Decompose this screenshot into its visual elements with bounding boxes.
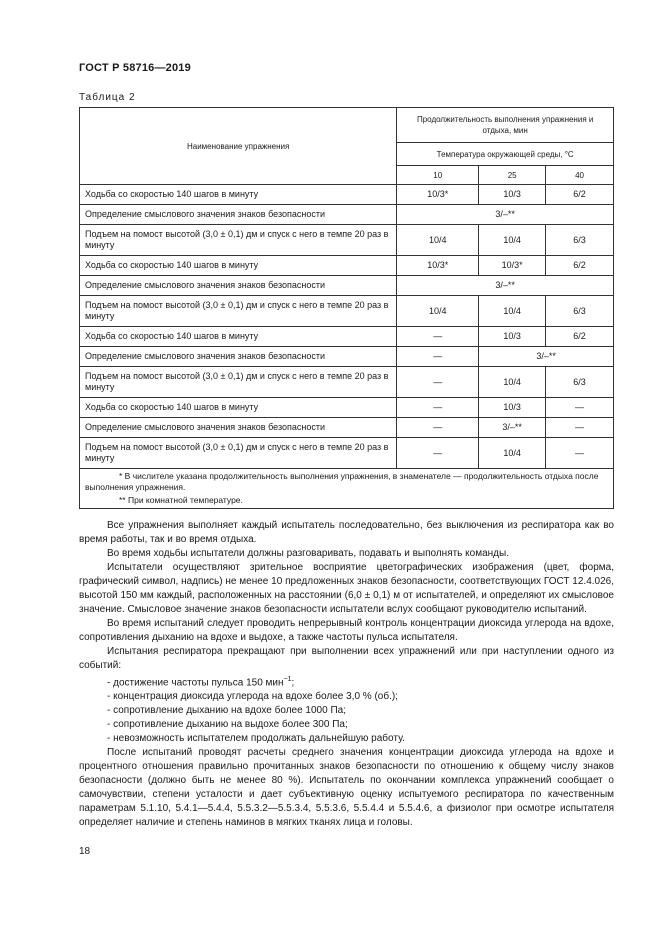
value-cell: 6/3 bbox=[546, 367, 614, 398]
table-notes-row bbox=[80, 469, 614, 509]
paragraph: Испытатели осуществляют зрительное восприятие цветографических изображения (цвет, форма, графический символ, надпись) не менее 10 предложенных знаков безопасности, соответствующих ГОСТ 12.4.026, высотой 150 мм каждый, расположенных на расстоянии (6,0 ± 0,1) м от испытателей, и определяют их смысловое значение. Смысловое значение знаков безопасности испытатели вслух сообщают руководителю испытаний. bbox=[79, 562, 614, 615]
exercise-name: Ходьба со скоростью 140 шагов в минуту bbox=[80, 398, 397, 418]
value-cell: — bbox=[397, 367, 479, 398]
footnote-1: * В числителе указана продолжительность выполнения упражнения, в знаменателе — продолжительность отдыха после выполнения упражнения. bbox=[85, 471, 599, 492]
value-cell: 10/3 bbox=[479, 327, 546, 347]
document-header: ГОСТ Р 58716—2019 bbox=[79, 62, 191, 74]
exercise-name: Ходьба со скоростью 140 шагов в минуту bbox=[80, 256, 397, 276]
value-cell: 10/4 bbox=[479, 438, 546, 469]
paragraph: Во время ходьбы испытатели должны разговаривать, подавать и выполнять команды. bbox=[107, 548, 509, 559]
paragraph: Испытания респиратора прекращают при выполнении всех упражнений или при наступлении одного из событий: bbox=[79, 646, 614, 671]
value-cell: 10/4 bbox=[479, 225, 546, 256]
value-cell: — bbox=[397, 418, 479, 438]
exercise-name: Определение смыслового значения знаков безопасности bbox=[80, 418, 397, 438]
temp-10-header: 10 bbox=[397, 166, 479, 185]
table-row bbox=[80, 418, 614, 438]
list-item: - невозможность испытателем продолжать дальнейшую работу. bbox=[107, 733, 405, 745]
value-cell: 10/3 bbox=[479, 185, 546, 205]
temp-40-header: 40 bbox=[546, 166, 614, 185]
value-cell: — bbox=[546, 418, 614, 438]
value-cell: — bbox=[397, 438, 479, 469]
value-cell: 10/4 bbox=[397, 296, 479, 327]
value-cell: — bbox=[397, 327, 479, 347]
table-row bbox=[80, 398, 614, 418]
value-cell: 3/–** bbox=[397, 276, 614, 296]
list-item: - сопротивление дыханию на выдохе более 300 Па; bbox=[107, 719, 348, 731]
exercise-name: Подъем на помост высотой (3,0 ± 0,1) дм и спуск с него в темпе 20 раз в минуту bbox=[80, 296, 397, 327]
table-row bbox=[80, 205, 614, 225]
value-cell: — bbox=[397, 347, 479, 367]
value-cell: 6/2 bbox=[546, 327, 614, 347]
value-cell: 6/2 bbox=[546, 256, 614, 276]
superscript: −1 bbox=[283, 676, 292, 683]
page-number: 18 bbox=[79, 846, 91, 857]
value-cell: — bbox=[546, 438, 614, 469]
value-cell: 10/3* bbox=[479, 256, 546, 276]
value-cell: 3/–** bbox=[397, 205, 614, 225]
value-cell: 6/3 bbox=[546, 296, 614, 327]
list-item-text: - достижение частоты пульса 150 мин bbox=[107, 677, 284, 689]
exercise-name: Определение смыслового значения знаков безопасности bbox=[80, 347, 397, 367]
value-cell: 10/3* bbox=[397, 185, 479, 205]
paragraph: Все упражнения выполняет каждый испытатель последовательно, без выключения из респиратора как во время работы, так и во время отдыха. bbox=[79, 520, 614, 545]
exercise-name: Определение смыслового значения знаков безопасности bbox=[80, 205, 397, 225]
table-row bbox=[80, 256, 614, 276]
value-cell: 10/4 bbox=[397, 225, 479, 256]
exercise-name: Определение смыслового значения знаков безопасности bbox=[80, 276, 397, 296]
table-row bbox=[80, 185, 614, 205]
table-row bbox=[80, 276, 614, 296]
table-row bbox=[80, 347, 614, 367]
table-row bbox=[80, 438, 614, 469]
value-cell: — bbox=[546, 398, 614, 418]
list-item: - концентрация диоксида углерода на вдохе более 3,0 % (об.); bbox=[107, 691, 398, 703]
paragraph: После испытаний проводят расчеты среднего значения концентрации диоксида углерода на вдохе и процентного отношения правильно прочитанных знаков безопасности по отношению к общему числу знаков безопасности (должно быть не менее 80 %). Испытатель по окончании комплекса упражнений сообщает о самочувствии, степени усталости и дает субъективную оценку испытуемого респиратора по качественным параметрам 5.1.10, 5.4.1—5.4.4, 5.5.3.2—5.5.3.4, 5.5.3.6, 5.5.4.4 и 5.5.4.6, а физиолог при осмотре испытателя определяет наличие и степень наминов в мягких тканях лица и головы. bbox=[79, 747, 614, 829]
table-notes bbox=[80, 469, 614, 509]
table-row bbox=[80, 296, 614, 327]
exercise-name: Подъем на помост высотой (3,0 ± 0,1) дм и спуск с него в темпе 20 раз в минуту bbox=[80, 367, 397, 398]
exercise-name: Ходьба со скоростью 140 шагов в минуту bbox=[80, 327, 397, 347]
exercise-name: Подъем на помост высотой (3,0 ± 0,1) дм и спуск с него в темпе 20 раз в минуту bbox=[80, 438, 397, 469]
value-cell: 3/–** bbox=[479, 418, 546, 438]
footnote-2: ** При комнатной температуре. bbox=[119, 495, 243, 505]
table-row bbox=[80, 225, 614, 256]
table-row bbox=[80, 327, 614, 347]
list-item bbox=[79, 673, 614, 690]
duration-column-header: Продолжительность выполнения упражнения и отдыха, мин bbox=[397, 108, 614, 143]
temperature-header: Температура окружающей среды, °С bbox=[397, 143, 614, 166]
list-item: - сопротивление дыханию на вдохе более 1000 Па; bbox=[107, 705, 346, 717]
table-header-row bbox=[80, 108, 614, 143]
exercise-name: Подъем на помост высотой (3,0 ± 0,1) дм и спуск с него в темпе 20 раз в минуту bbox=[80, 225, 397, 256]
value-cell: 6/2 bbox=[546, 185, 614, 205]
value-cell: 10/4 bbox=[479, 367, 546, 398]
value-cell: — bbox=[397, 398, 479, 418]
value-cell: 3/–** bbox=[479, 347, 614, 367]
list-item-end: ; bbox=[291, 677, 295, 689]
value-cell: 10/4 bbox=[479, 296, 546, 327]
table-row bbox=[80, 367, 614, 398]
name-column-header: Наименование упражнения bbox=[80, 108, 397, 185]
value-cell: 10/3 bbox=[479, 398, 546, 418]
exercise-table bbox=[79, 107, 614, 509]
exercise-name: Ходьба со скоростью 140 шагов в минуту bbox=[80, 185, 397, 205]
value-cell: 10/3* bbox=[397, 256, 479, 276]
value-cell: 6/3 bbox=[546, 225, 614, 256]
paragraph: Во время испытаний следует проводить непрерывный контроль концентрации диоксида углерода на вдохе, сопротивления дыханию на вдохе и выдохе, а также частоты пульса испытателя. bbox=[79, 618, 614, 643]
temp-25-header: 25 bbox=[479, 166, 546, 185]
body-text bbox=[79, 519, 614, 830]
table-title: Таблица 2 bbox=[79, 92, 136, 103]
